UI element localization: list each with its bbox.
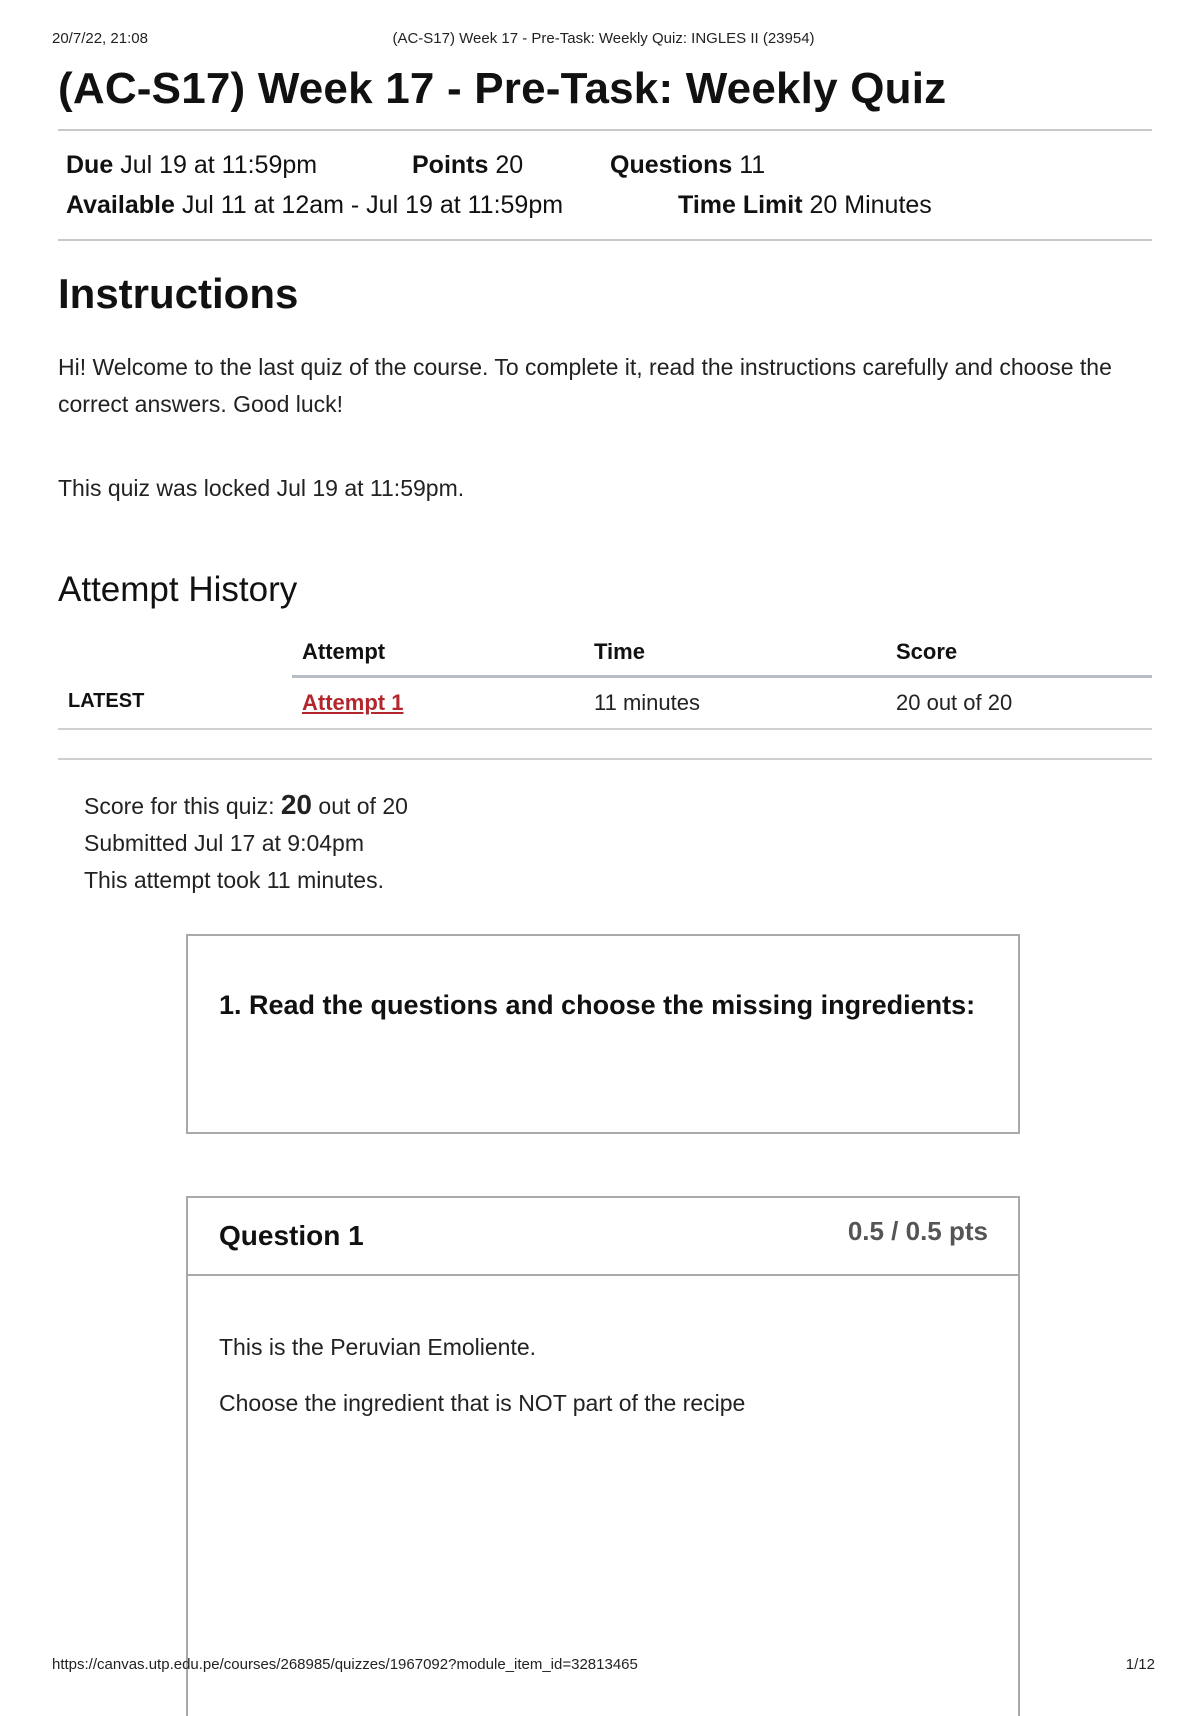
question-1-box (186, 1196, 1020, 1716)
quiz-page (58, 60, 1152, 899)
latest-label: LATEST (58, 676, 292, 729)
instructions-text: Hi! Welcome to the last quiz of the course. To complete it, read the instructions carefully and choose the correct answers. Good luck! (58, 353, 1112, 417)
time-limit-value: 20 Minutes (809, 190, 932, 219)
available-label: Available (66, 190, 175, 219)
time-limit-label: Time Limit (678, 190, 803, 219)
score-prefix: Score for this quiz: (84, 792, 281, 819)
column-header-label (58, 631, 292, 677)
points-detail (412, 145, 610, 185)
submitted-line: Submitted Jul 17 at 9:04pm (84, 829, 364, 856)
locked-notice: This quiz was locked Jul 19 at 11:59pm. (58, 474, 465, 501)
due-value: Jul 19 at 11:59pm (120, 150, 318, 179)
attempt-history-header-row (58, 631, 1152, 677)
print-url: https://canvas.utp.edu.pe/courses/268985/quizzes/1967092?module_item_id=32813465 (52, 1656, 638, 1673)
duration-line: This attempt took 11 minutes. (84, 866, 384, 893)
available-value: Jul 11 at 12am - Jul 19 at 11:59pm (181, 190, 564, 219)
details-divider (58, 239, 1152, 241)
questions-value: 11 (739, 150, 766, 179)
print-document-title: (AC-S17) Week 17 - Pre-Task: Weekly Quiz: INGLES II (23954) (392, 30, 815, 47)
column-header-attempt: Attempt (292, 631, 584, 677)
question-1-line-2: Choose the ingredient that is NOT part of the recipe (219, 1390, 746, 1416)
question-group-title: 1. Read the questions and choose the missing ingredients: (219, 990, 976, 1020)
question-1-name: Question 1 (219, 1220, 364, 1251)
quiz-score-line (84, 786, 1152, 825)
score-summary (84, 786, 1152, 899)
quiz-details (58, 131, 1152, 239)
questions-detail (610, 145, 765, 185)
attempt-1-link[interactable]: Attempt 1 (302, 689, 404, 715)
score-cell: 20 out of 20 (886, 676, 1152, 729)
time-cell: 11 minutes (584, 676, 886, 729)
due-detail (66, 145, 412, 185)
points-value: 20 (495, 150, 524, 179)
quiz-details-row-1 (66, 145, 1144, 185)
attempt-divider (58, 758, 1152, 760)
print-page-number: 1/12 (1125, 1656, 1155, 1673)
available-detail (66, 185, 678, 225)
points-label: Points (412, 150, 489, 179)
print-header (52, 30, 1155, 50)
quiz-title: (AC-S17) Week 17 - Pre-Task: Weekly Quiz (58, 64, 947, 113)
column-header-score: Score (886, 631, 1152, 677)
score-suffix: out of 20 (312, 792, 408, 819)
question-1-line-1: This is the Peruvian Emoliente. (219, 1334, 537, 1360)
attempt-history-table (58, 631, 1152, 730)
question-1-body (188, 1276, 1018, 1416)
quiz-details-row-2 (66, 185, 1144, 225)
column-header-time: Time (584, 631, 886, 677)
due-label: Due (66, 150, 114, 179)
table-row (58, 676, 1152, 729)
score-value: 20 (280, 788, 313, 820)
question-1-points: 0.5 / 0.5 pts (847, 1216, 988, 1246)
question-1-header (188, 1198, 1018, 1276)
questions-label: Questions (610, 150, 733, 179)
time-limit-detail (678, 185, 932, 225)
question-group-box (186, 934, 1020, 1134)
attempt-history-heading: Attempt History (58, 569, 298, 609)
attempt-cell (292, 676, 584, 729)
instructions-heading: Instructions (58, 269, 299, 317)
print-datetime: 20/7/22, 21:08 (52, 30, 148, 47)
